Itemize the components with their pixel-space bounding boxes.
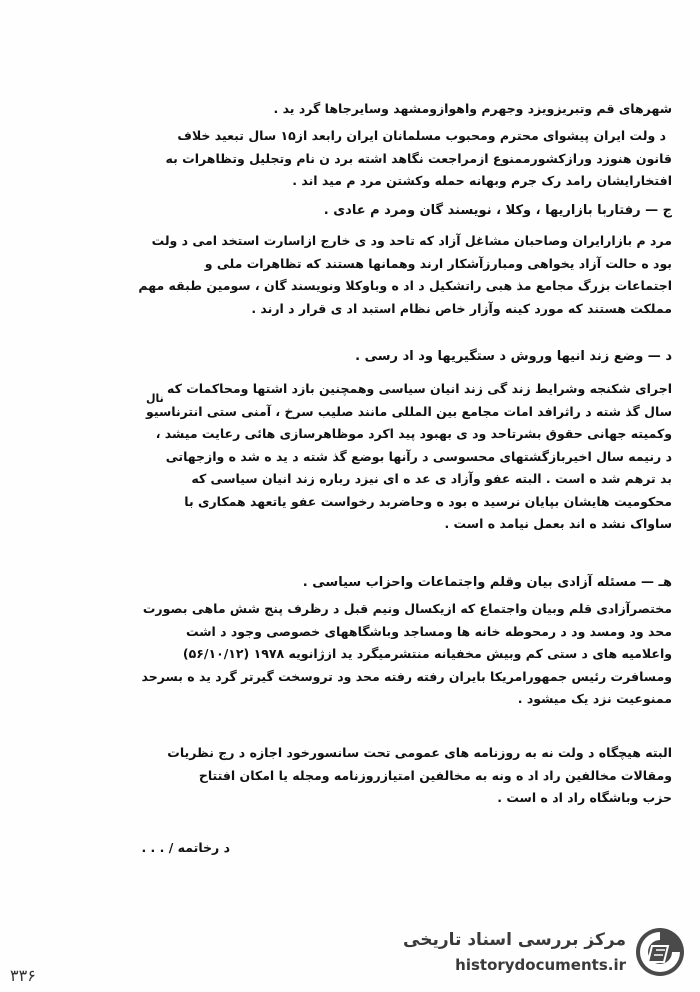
paragraph-prisoners <box>44 378 672 536</box>
text-line: واعلامیه های د ستی کم وبیش مخفیانه منتشرمیگرد ید ازژانویه ۱۹۷۸ (۵۶/۱۰/۱۲) <box>182 646 672 661</box>
text-line: مرد م بازارایران وصاحبان مشاغل آزاد که تاحد ود ی خارج ازاسارت استخد امی د ولت <box>151 233 672 248</box>
page-number: ۳۳۶ <box>10 966 36 985</box>
text-line: مملکت هستند که مورد کینه وآزار خاص نظام استبد اد ی قرار د ارند . <box>251 300 672 316</box>
text-line: ومقالات مخالفین راد اد ه ونه به مخالفین امتیازروزنامه ومجله یا امکان افتتاح <box>198 767 672 783</box>
text-line: محد ود ومسد ود د رمحوطه خانه ها ومساجد وباشگاههای خصوصی وجود د اشت <box>185 623 672 639</box>
text-line: قانون هنوزد ورازکشورممنوع ازمراجعت نگاهد اشته برد ن نام وتجلیل وتظاهرات به <box>165 150 672 166</box>
section-heading: هـ — مسئله آزادی بیان وقلم واجتماعات واحزاب سیاسی . <box>302 575 672 590</box>
watermark-url[interactable]: historydocuments.ir <box>455 956 626 974</box>
section-heading: د — وضع زند انیها وروش د ستگیریها ود اد رسی . <box>355 349 672 364</box>
text-line: محکومیت هایشان بپایان نرسید ه بود ه وحاضربد رخواست عفو یاتعهد همکاری با <box>184 493 672 509</box>
watermark[interactable] <box>396 922 686 982</box>
text-line: حزب وباشگاه راد اد ه است . <box>497 790 672 805</box>
text-line: ممنوعیت نزد یک میشود . <box>517 691 672 706</box>
text-line: وکمیته جهانی حقوق بشرتاحد ود ی بهبود پید اکرد موظاهرسازی هائی رعایت میشد ، <box>155 426 672 441</box>
text-line: اجرای شکنجه وشرایط زند گی زند انیان سیاسی وهمچنین بازد اشتها ومحاکمات که <box>167 381 672 396</box>
text-line: افتخارایشان رامد رک جرم وبهانه حمله وکشتن مرد م مید اند . <box>292 173 672 188</box>
text-line: ساواک نشد ه اند بعمل نیامد ه است . <box>444 516 672 531</box>
paragraph-government-leader <box>44 125 672 193</box>
marginal-note: نال <box>146 392 164 405</box>
text-line: د رنیمه سال اخیربازگشتهای محسوسی د رآنها بوضع گذ شته د ید ه شد ه وازجهاتی <box>165 448 672 464</box>
section-heading-d <box>44 346 672 369</box>
closing-text: د رخاتمه / . . . <box>141 840 230 855</box>
section-heading-c <box>44 200 672 223</box>
paragraph-press <box>44 742 672 810</box>
text-line: مختصرآزادی قلم وبیان واجتماع که ازیکسال ونیم قبل د رظرف پنج شش ماهی بصورت <box>142 601 672 616</box>
text-line: شهرهای قم وتبریزویزد وجهرم واهوازومشهد وسایرجاها گرد ید . <box>273 101 672 116</box>
paragraph-bazaar <box>44 230 672 320</box>
text-line: ومسافرت رئیس جمهورامریکا بایران رفته رفته محد ود تروسخت گیرتر گرد ید ه بسرحد <box>141 668 672 684</box>
text-line: بد ترهم شد ه است . البته عفو وآزاد ی عد ه ای نیزد رباره زند انیان سیاسی که <box>191 471 672 486</box>
text-line: اجتماعات بزرگ مجامع مذ هبی راتشکیل د اد ه وباوکلا ونویسند گان ، سومین طبقه مهم <box>138 278 672 293</box>
archive-logo-icon <box>634 926 686 978</box>
paragraph-cities <box>44 98 672 121</box>
text-line: سال گذ شته د راثرافد امات مجامع بین المللی مانند صلیب سرخ ، آمنی ستی انترناسیو <box>146 403 672 419</box>
section-heading: ج — رفتاربا بازاریها ، وکلا ، نویسند گان ومرد م عادی . <box>323 203 672 218</box>
text-line: البته هیچگاه د ولت نه به روزنامه های عمومی تحت سانسورخود اجازه د رج نظریات <box>167 745 672 760</box>
watermark-title: مرکز بررسی اسناد تاریخی <box>403 930 626 950</box>
text-line: د ولت ایران پیشوای محترم ومحبوب مسلمانان ایران رابعد از۱۵ سال تبعید خلاف <box>177 128 666 143</box>
text-line: بود ه حالت آزاد یخواهی ومبارزآشکار ارند وهمانها هستند که تظاهرات ملی و <box>204 255 672 271</box>
paragraph-freedom-of-speech <box>44 598 672 711</box>
section-heading-e <box>44 572 672 595</box>
